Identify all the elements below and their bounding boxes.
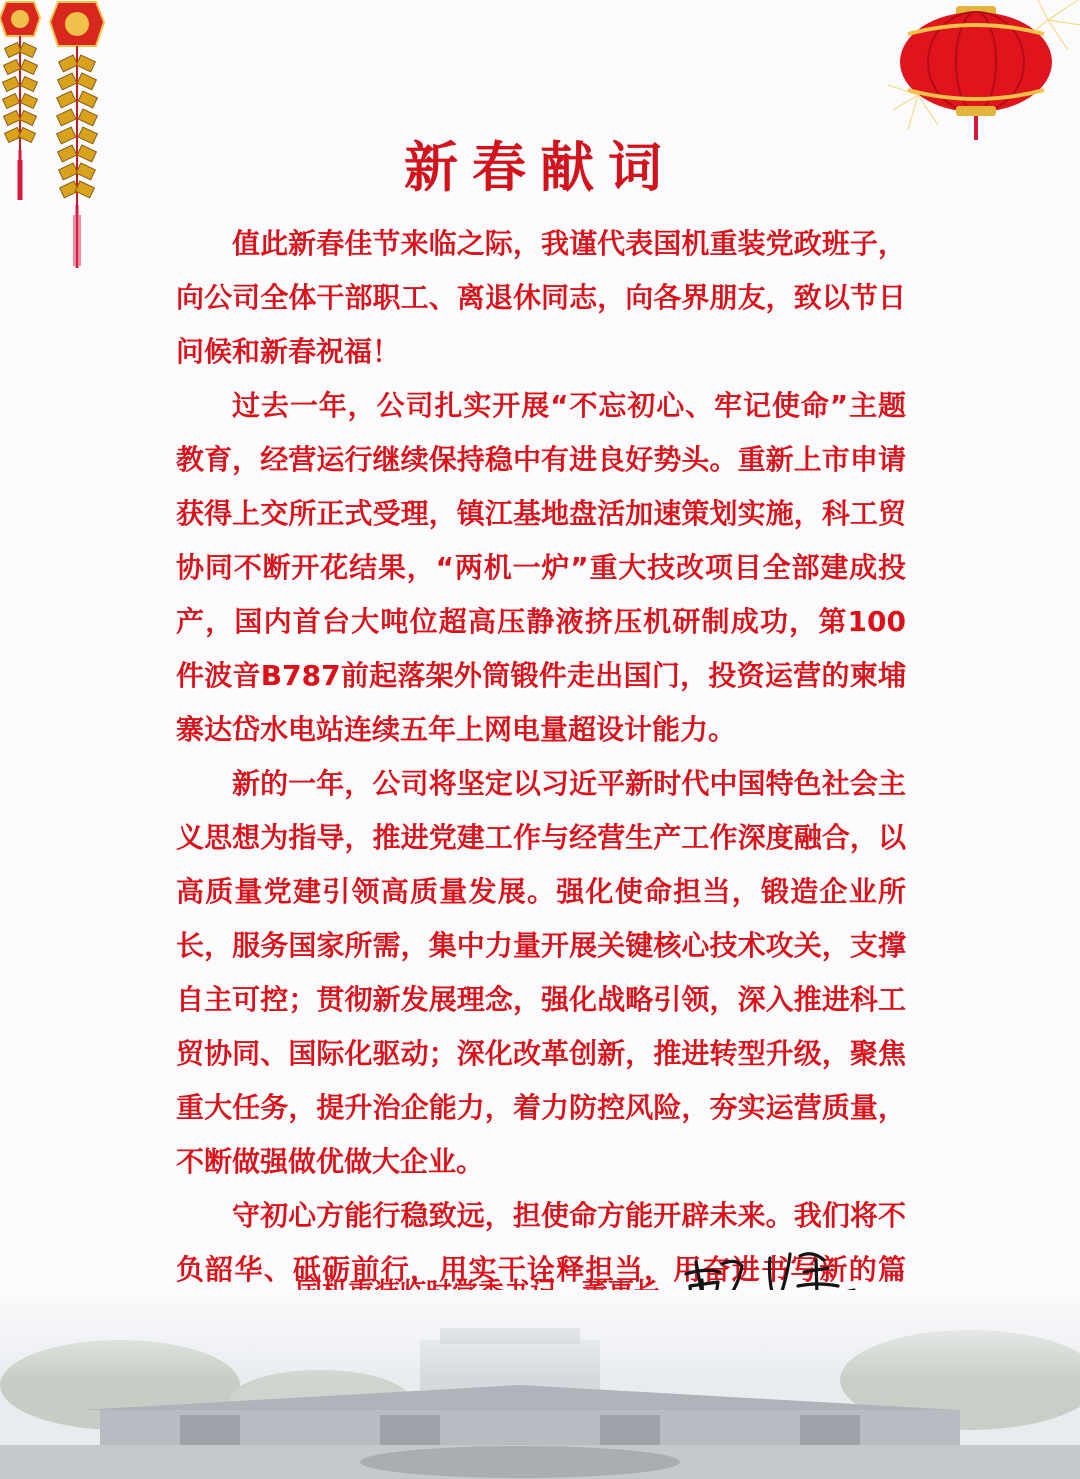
red-lantern-icon bbox=[878, 0, 1080, 140]
letter-body bbox=[176, 217, 906, 1405]
paragraph: 守初心方能行稳致远，担使命方能开辟未来。我们将不负韶华、砥砺前行，用实干诠释担当，用奋进书写新的篇 bbox=[176, 1199, 906, 1286]
paragraph: 新的一年，公司将坚定以习近平新时代中国特色社会主义思想为指导，推进党建工作与经营生产工作深度融合，以高质量党建引领高质量发展。强化使命担当，锻造企业所长，服务国家所需，集中力量开展关键核心技术攻关，支撑自主可控；贯彻新发展理念，强化战略引领，深入推进科工贸协同、国际化驱动；深化改革创新，推进转型升级，聚焦重大任务，提升治企能力，着力防控风险，夯实运营质量，不断做强做优做大企业。 bbox=[176, 767, 906, 1178]
paragraph: 值此新春佳节来临之际，我谨代表国机重装党政班子，向公司全体干部职工、离退休同志，向各界朋友，致以节日问候和新春祝福！ bbox=[176, 227, 906, 368]
building-courtyard-scene bbox=[0, 1290, 1080, 1479]
page-title: 新春献词 bbox=[404, 135, 676, 199]
paragraph: 过去一年，公司扎实开展“不忘初心、牢记使命”主题教育，经营运行继续保持稳中有进良好势头。重新上市申请获得上交所正式受理，镇江基地盘活加速策划实施，科工贸协同不断开花结果，“两机一炉”重大技改项目全部建成投产，国内首台大吨位超高压静液挤压机研制成功，第100件波音B787前起落架外筒锻件走出国门，投资运营的柬埔寨达岱水电站连续五年上网电量超设计能力。 bbox=[176, 389, 906, 746]
